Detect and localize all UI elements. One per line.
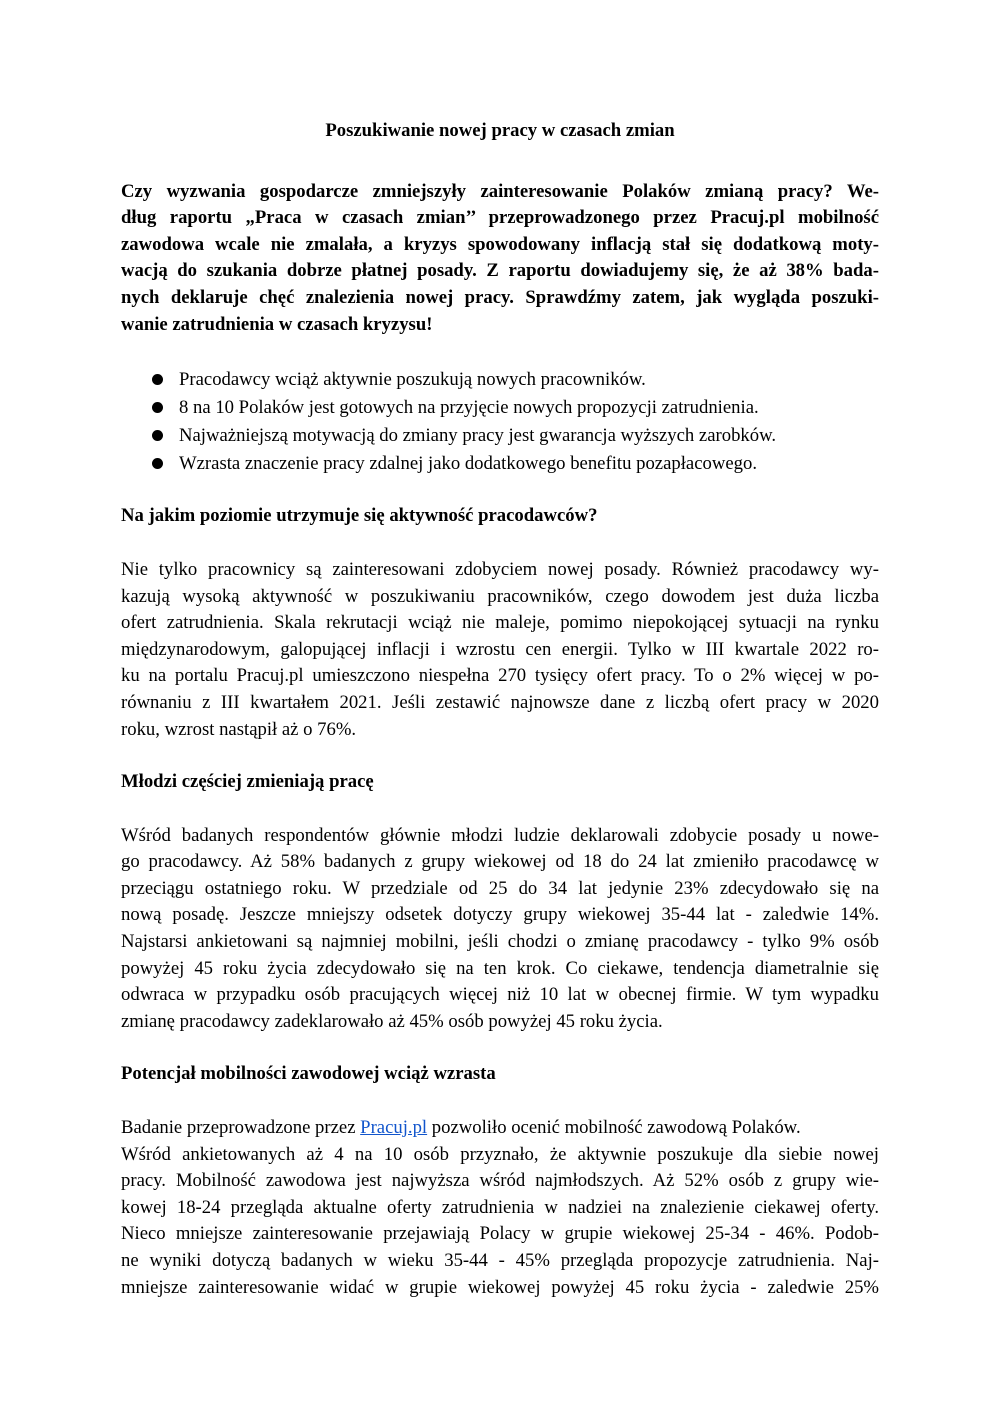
lead-line: zawodowa wcale nie zmalała, a kryzys spowodowany inflacją stał się dodatkową moty-: [121, 233, 879, 255]
paragraph-line: ne wyniki dotyczą badanych w wieku 35-44 - 45% przegląda propozycje zatrudnienia. Naj-: [121, 1250, 879, 1271]
paragraph-line: mniejsze zainteresowanie widać w grupie wiekowej powyżej 45 roku życia - zaledwie 25%: [121, 1276, 879, 1298]
bullet-text: 8 na 10 Polaków jest gotowych na przyjęcie nowych propozycji zatrudnienia.: [179, 396, 759, 418]
bullet-dot-icon: [152, 458, 163, 469]
section-heading-employer-activity: Na jakim poziomie utrzymuje się aktywność pracodawców?: [121, 505, 598, 527]
bullet-item: [121, 366, 879, 394]
paragraph-line: międzynarodowym, galopującej inflacji i wzrostu cen energii. Tylko w III kwartale 2022 ro-: [121, 638, 879, 660]
paragraph-line: go pracodawcy. Aż 58% badanych z grupy wiekowej od 18 do 24 lat zmieniło pracodawcę w: [121, 851, 879, 873]
paragraph-text: Badanie przeprowadzone przez: [121, 1117, 361, 1139]
bullet-text: Wzrasta znaczenie pracy zdalnej jako dodatkowego benefitu pozapłacowego.: [179, 452, 757, 474]
paragraph-line: roku, wzrost nastąpił aż o 76%.: [121, 718, 357, 740]
bullet-text: Pracodawcy wciąż aktywnie poszukują nowych pracowników.: [179, 369, 646, 391]
paragraph-line: Nieco mniejsze zainteresowanie przejawiają Polacy w grupie wiekowej 25-34 - 46%. Podob-: [121, 1223, 879, 1245]
paragraph-line: Wśród ankietowanych aż 4 na 10 osób przyznało, że aktywnie poszukuje dla siebie nowej: [121, 1143, 879, 1165]
paragraph-line: ku na portalu Pracuj.pl umieszczono niespełna 270 tysięcy ofert pracy. To o 2% więcej w po-: [121, 665, 879, 687]
document-title: Poszukiwanie nowej pracy w czasach zmian: [325, 120, 675, 141]
section-heading-young-change-jobs: Młodzi częściej zmieniają pracę: [121, 771, 374, 793]
lead-line: wanie zatrudnienia w czasach kryzysu!: [121, 313, 433, 335]
bullet-dot-icon: [152, 402, 163, 413]
paragraph-line: równaniu z III kwartałem 2021. Jeśli zestawić najnowsze dane z liczbą ofert pracy w 2020: [121, 691, 879, 713]
paragraph-line: [121, 1115, 879, 1142]
paragraph-line: zmianę pracodawcy zadeklarowało aż 45% osób powyżej 45 roku życia.: [121, 1010, 663, 1032]
paragraph-text: pozwoliło ocenić mobilność zawodową Polaków.: [427, 1117, 801, 1139]
lead-line: Czy wyzwania gospodarcze zmniejszyły zainteresowanie Polaków zmianą pracy? We-: [121, 180, 879, 202]
paragraph-line: powyżej 45 roku życia zdecydowało się na ten krok. Co ciekawe, tendencja diametralnie się: [121, 957, 879, 979]
lead-paragraph: [121, 179, 879, 339]
lead-line: wacją do szukania dobrze płatnej posady. Z raportu dowiadujemy się, że aż 38% bada-: [121, 260, 879, 282]
bullet-item: [121, 394, 879, 422]
bullet-dot-icon: [152, 374, 163, 385]
section-heading-mobility-potential: Potencjał mobilności zawodowej wciąż wzrasta: [121, 1063, 496, 1085]
bullet-text: Najważniejszą motywacją do zmiany pracy jest gwarancja wyższych zarobków.: [179, 424, 777, 446]
paragraph-line: Najstarsi ankietowani są najmniej mobilni, jeśli chodzi o zmianę pracodawcy - tylko 9% osób: [121, 931, 879, 953]
bullet-item: [121, 450, 879, 478]
paragraph-line: przeciągu ostatniego roku. W przedziale od 25 do 34 lat jedynie 23% zdecydowało się na: [121, 877, 879, 899]
bullet-item: [121, 422, 879, 450]
paragraph-line: odwraca w przypadku osób pracujących więcej niż 10 lat w obecnej firmie. W tym wypadku: [121, 984, 879, 1006]
section-paragraph-employer-activity: [121, 557, 879, 743]
section-paragraph-young-change-jobs: [121, 823, 879, 1036]
bullet-dot-icon: [152, 430, 163, 441]
section-paragraph-mobility-potential: [121, 1115, 879, 1301]
lead-line: nych deklaruje chęć znalezienia nowej pracy. Sprawdźmy zatem, jak wygląda poszuki-: [121, 286, 879, 308]
paragraph-line: kowej 18-24 przegląda aktualne oferty zatrudnienia w nadziei na znalezienie ciekawej oferty.: [121, 1196, 879, 1218]
paragraph-line: pracy. Mobilność zawodowa jest najwyższa wśród najmłodszych. Aż 52% osób z grupy wie-: [121, 1170, 879, 1192]
lead-line: dług raportu „Praca w czasach zmian’’ przeprowadzonego przez Pracuj.pl mobilność: [121, 207, 879, 229]
bullet-list: [121, 366, 879, 477]
paragraph-line: kazują wysoką aktywność w poszukiwaniu pracowników, czego dowodem jest duża liczba: [121, 585, 879, 607]
paragraph-line: Nie tylko pracownicy są zainteresowani zdobyciem nowej posady. Również pracodawcy wy-: [121, 558, 879, 580]
document-page: [121, 114, 879, 1301]
paragraph-line: ofert zatrudnienia. Skala rekrutacji wciąż nie maleje, pomimo niepokojącej sytuacji na rynku: [121, 612, 879, 634]
pracuj-link[interactable]: Pracuj.pl: [360, 1117, 428, 1139]
paragraph-line: Wśród badanych respondentów głównie młodzi ludzie deklarowali zdobycie posady u nowe-: [121, 824, 879, 846]
paragraph-line: nową posadę. Jeszcze mniejszy odsetek dotyczy grupy wiekowej 35-44 lat - zaledwie 14%.: [121, 904, 879, 926]
